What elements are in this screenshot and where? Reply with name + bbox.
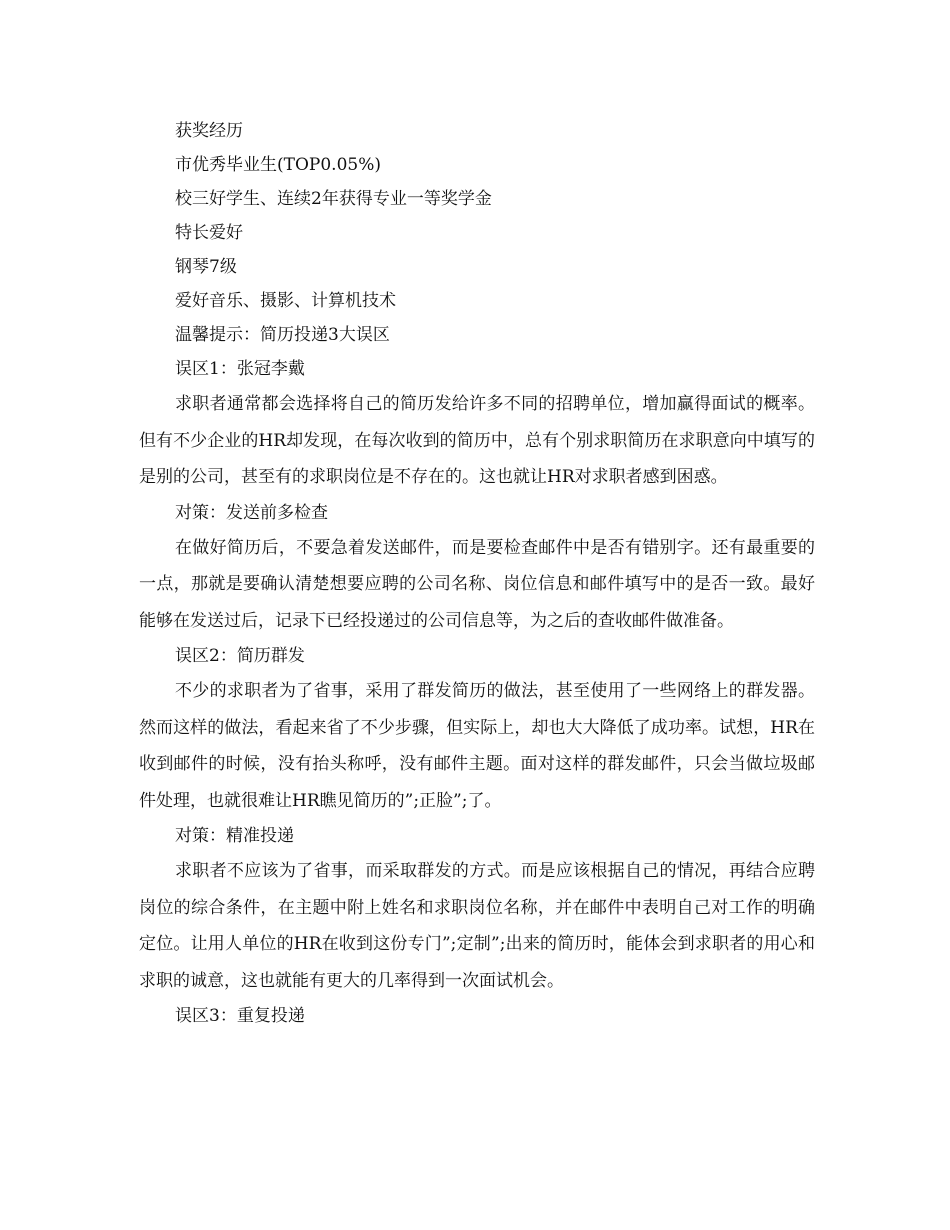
- mistake-3-heading: 误区3：重复投递: [175, 1006, 305, 1026]
- solution-2-paragraph: 求职者不应该为了省事，而采取群发的方式。而是应该根据自己的情况，再结合应聘岗位的综合条件，在主题中附上姓名和求职岗位名称，并在邮件中表明自己对工作的明确定位。让用人单位的HR在收到这份专门”;定制”;出来的简历时，能体会到求职者的用心和求职的诚意，这也就能有更大的几率得到一次面试机会。: [139, 861, 815, 991]
- tips-heading: 温馨提示：简历投递3大误区: [175, 325, 390, 345]
- hobby-item-1: 钢琴7级: [175, 257, 237, 277]
- solution-1-heading: 对策：发送前多检查: [175, 502, 328, 523]
- document-body: [139, 114, 815, 1033]
- mistake-1-paragraph: 求职者通常都会选择将自己的简历发给许多不同的招聘单位，增加赢得面试的概率。但有不少企业的HR却发现，在每次收到的简历中，总有个别求职简历在求职意向中填写的是别的公司，甚至有的求职岗位是不存在的。这也就让HR对求职者感到困惑。: [139, 394, 815, 487]
- hobby-item-2: 爱好音乐、摄影、计算机技术: [175, 291, 396, 311]
- awards-heading: 获奖经历: [175, 121, 243, 141]
- mistake-2-heading: 误区2：简历群发: [175, 646, 305, 666]
- mistake-2-paragraph: 不少的求职者为了省事，采用了群发简历的做法，甚至使用了一些网络上的群发器。然而这样的做法，看起来省了不少步骤，但实际上，却也大大降低了成功率。试想，HR在收到邮件的时候，没有抬头称呼，没有邮件主题。面对这样的群发邮件，只会当做垃圾邮件处理，也就很难让HR瞧见简历的”;正脸”;了。: [139, 681, 815, 811]
- mistake-1-heading: 误区1：张冠李戴: [175, 359, 305, 379]
- award-item-2: 校三好学生、连续2年获得专业一等奖学金: [175, 189, 492, 209]
- solution-1-paragraph: 在做好简历后，不要急着发送邮件，而是要检查邮件中是否有错别字。还有最重要的一点，那就是要确认清楚想要应聘的公司名称、岗位信息和邮件填写中的是否一致。最好能够在发送过后，记录下已经投递过的公司信息等，为之后的查收邮件做准备。: [139, 537, 815, 631]
- solution-2-heading: 对策：精准投递: [175, 826, 294, 846]
- award-item-1: 市优秀毕业生(TOP0.05%): [175, 155, 381, 175]
- hobbies-heading: 特长爱好: [175, 223, 243, 243]
